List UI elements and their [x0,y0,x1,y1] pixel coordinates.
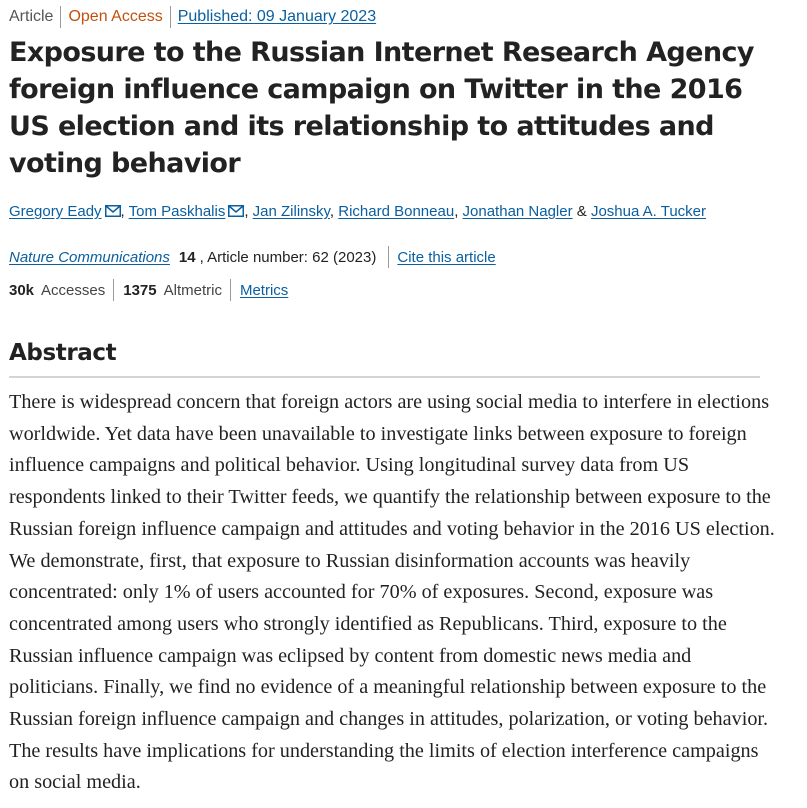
metrics-row [9,279,288,301]
abstract-heading: Abstract [9,340,117,366]
author-link[interactable]: Jonathan Nagler [462,203,573,220]
author-separator: & [572,203,591,220]
author-separator: , [329,203,339,220]
author-separator: , [244,203,253,220]
cite-this-article-link[interactable]: Cite this article [397,248,496,266]
metrics-separator [113,279,114,301]
meta-separator [170,6,171,28]
journal-separator [388,246,389,268]
mail-icon[interactable] [228,205,244,217]
article-type-label: Article [9,8,54,25]
accesses-count: 30k [9,281,35,299]
metrics-link[interactable]: Metrics [239,281,289,299]
journal-name-link[interactable]: Nature Communications [9,248,170,266]
author-separator: , [454,203,463,220]
abstract-text: There is widespread concern that foreign actors are using social media to interfere in elections worldwide. Yet data have been unavailable to investigate links between exposure to foreign influence campaigns and political behavior. Using longitudinal survey data from US respondents linked to their Twitter feeds, we quantify the relationship between exposure to the Russian foreign influence campaign and attitudes and voting behavior in the 2016 US election. We demonstrate, first, that exposure to Russian disinformation accounts was heavily concentrated: only 1% of users accounted for 70% of exposures. Second, exposure was concentrated among users who strongly identified as Republicans. Third, exposure to the Russian influence campaign was eclipsed by content from domestic news media and politicians. Finally, we find no evidence of a meaningful relationship between exposure to the Russian foreign influence campaign and changes in attitudes, polarization, or voting behavior. The results have implications for understanding the limits of election interference campaigns on social media. [9,391,775,794]
mail-icon[interactable] [105,205,121,217]
author-link[interactable]: Tom Paskhalis [128,203,226,220]
journal-info-row [9,246,496,268]
author-list [9,201,799,223]
author-separator: , [120,203,129,220]
author-link[interactable]: Richard Bonneau [338,203,455,220]
author-link[interactable]: Jan Zilinsky [252,203,330,220]
metrics-separator [230,279,231,301]
abstract-divider [9,376,760,378]
accesses-label: Accesses [41,281,106,299]
author-link[interactable]: Joshua A. Tucker [590,203,707,220]
article-meta-row [9,6,376,28]
journal-volume: 14 [178,248,196,266]
altmetric-count: 1375 [123,281,157,299]
meta-separator [60,6,61,28]
author-link[interactable]: Gregory Eady [9,203,102,220]
altmetric-label: Altmetric [163,281,222,299]
published-date-link[interactable]: Published: 09 January 2023 [177,8,377,25]
open-access-label: Open Access [68,8,163,25]
article-title: Exposure to the Russian Internet Research Agency foreign influence campaign on Twitter in the 2016 US election and its relationship to attitudes and voting behavior [9,37,754,179]
article-number: , Article number: 62 (2023) [199,248,377,266]
